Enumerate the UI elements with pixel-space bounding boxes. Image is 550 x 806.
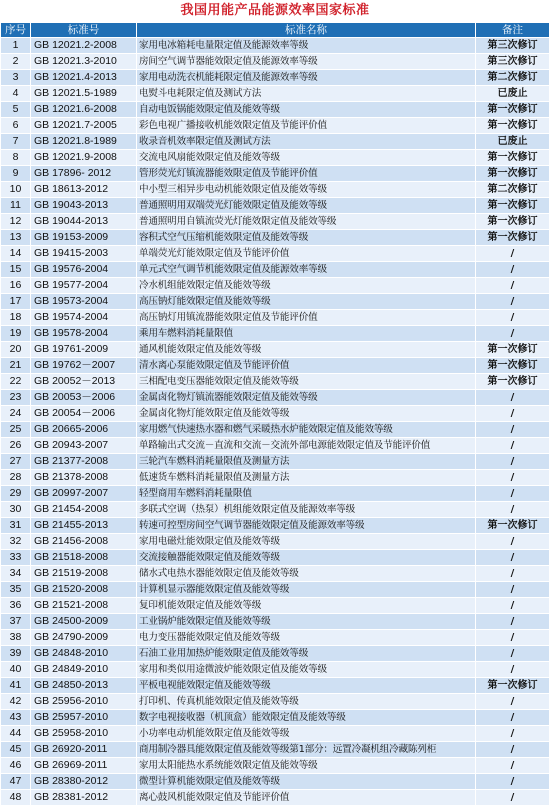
table-row xyxy=(1,150,550,166)
row-seq-cell: 45 xyxy=(1,742,31,758)
row-name-cell: 收录音机效率限定值及测试方法 xyxy=(137,134,476,150)
row-name-cell: 家用电冰箱耗电量限定值及能源效率等级 xyxy=(137,38,476,54)
table-row xyxy=(1,326,550,342)
row-seq-cell: 40 xyxy=(1,662,31,678)
row-seq-cell: 5 xyxy=(1,102,31,118)
table-row xyxy=(1,470,550,486)
row-code-cell: GB 18613-2012 xyxy=(31,182,137,198)
row-code-cell: GB 26969-2011 xyxy=(31,758,137,774)
row-seq-cell: 9 xyxy=(1,166,31,182)
row-seq-cell: 16 xyxy=(1,278,31,294)
row-name-cell: 房间空气调节器能效限定值及能源效率等级 xyxy=(137,54,476,70)
table-row xyxy=(1,86,550,102)
row-name-cell: 普通照明用双端荧光灯能效限定值及能效等级 xyxy=(137,198,476,214)
row-seq-cell: 14 xyxy=(1,246,31,262)
row-seq-cell: 33 xyxy=(1,550,31,566)
row-name-cell: 计算机显示器能效限定值及能效等级 xyxy=(137,582,476,598)
row-code-cell: GB 20054－2006 xyxy=(31,406,137,422)
row-seq-cell: 1 xyxy=(1,38,31,54)
row-note-cell: / xyxy=(476,758,550,774)
table-row xyxy=(1,678,550,694)
row-name-cell: 转速可控型房间空气调节器能效限定值及能源效率等级 xyxy=(137,518,476,534)
table-row xyxy=(1,118,550,134)
table-row xyxy=(1,246,550,262)
row-code-cell: GB 17896- 2012 xyxy=(31,166,137,182)
row-name-cell: 交流电风扇能效限定值及能效等级 xyxy=(137,150,476,166)
row-name-cell: 清水离心泵能效限定值及节能评价值 xyxy=(137,358,476,374)
row-name-cell: 离心鼓风机能效限定值及节能评价值 xyxy=(137,790,476,806)
row-seq-cell: 11 xyxy=(1,198,31,214)
row-seq-cell: 36 xyxy=(1,598,31,614)
row-note-cell: 第一次修订 xyxy=(476,230,550,246)
row-note-cell: / xyxy=(476,598,550,614)
row-code-cell: GB 19415-2003 xyxy=(31,246,137,262)
table-row xyxy=(1,358,550,374)
table-row xyxy=(1,518,550,534)
row-code-cell: GB 24500-2009 xyxy=(31,614,137,630)
row-code-cell: GB 21521-2008 xyxy=(31,598,137,614)
row-seq-cell: 39 xyxy=(1,646,31,662)
table-row xyxy=(1,70,550,86)
row-note-cell: / xyxy=(476,422,550,438)
table-row xyxy=(1,742,550,758)
row-note-cell: 第一次修订 xyxy=(476,198,550,214)
row-note-cell: / xyxy=(476,326,550,342)
row-code-cell: GB 19573-2004 xyxy=(31,294,137,310)
row-note-cell: 第三次修订 xyxy=(476,54,550,70)
row-code-cell: GB 21377-2008 xyxy=(31,454,137,470)
row-note-cell: / xyxy=(476,582,550,598)
row-seq-cell: 2 xyxy=(1,54,31,70)
table-row xyxy=(1,182,550,198)
row-code-cell: GB 21518-2008 xyxy=(31,550,137,566)
row-seq-cell: 25 xyxy=(1,422,31,438)
table-row xyxy=(1,774,550,790)
table-row xyxy=(1,502,550,518)
row-note-cell: 已废止 xyxy=(476,86,550,102)
row-seq-cell: 17 xyxy=(1,294,31,310)
row-name-cell: 轻型商用车燃料消耗量限值 xyxy=(137,486,476,502)
row-seq-cell: 23 xyxy=(1,390,31,406)
row-note-cell: / xyxy=(476,502,550,518)
row-code-cell: GB 24849-2010 xyxy=(31,662,137,678)
row-note-cell: / xyxy=(476,790,550,806)
row-code-cell: GB 28380-2012 xyxy=(31,774,137,790)
row-code-cell: GB 20053－2006 xyxy=(31,390,137,406)
row-code-cell: GB 12021.3-2010 xyxy=(31,54,137,70)
row-code-cell: GB 26920-2011 xyxy=(31,742,137,758)
row-code-cell: GB 19044-2013 xyxy=(31,214,137,230)
row-name-cell: 石油工业用加热炉能效限定值及能效等级 xyxy=(137,646,476,662)
table-row xyxy=(1,310,550,326)
row-code-cell: GB 20665-2006 xyxy=(31,422,137,438)
row-seq-cell: 30 xyxy=(1,502,31,518)
row-seq-cell: 32 xyxy=(1,534,31,550)
table-row xyxy=(1,38,550,54)
row-seq-cell: 18 xyxy=(1,310,31,326)
row-seq-cell: 34 xyxy=(1,566,31,582)
row-code-cell: GB 21454-2008 xyxy=(31,502,137,518)
row-note-cell: 第一次修订 xyxy=(476,166,550,182)
table-row xyxy=(1,406,550,422)
table-row xyxy=(1,758,550,774)
row-name-cell: 小功率电动机能效限定值及能效等级 xyxy=(137,726,476,742)
row-name-cell: 电熨斗电耗限定值及测试方法 xyxy=(137,86,476,102)
row-name-cell: 家用电动洗衣机能耗限定值及能源效率等级 xyxy=(137,70,476,86)
row-seq-cell: 43 xyxy=(1,710,31,726)
table-row xyxy=(1,422,550,438)
row-name-cell: 储水式电热水器能效限定值及能效等级 xyxy=(137,566,476,582)
row-name-cell: 微型计算机能效限定值及能效等级 xyxy=(137,774,476,790)
row-note-cell: / xyxy=(476,278,550,294)
row-note-cell: / xyxy=(476,486,550,502)
row-seq-cell: 24 xyxy=(1,406,31,422)
row-seq-cell: 4 xyxy=(1,86,31,102)
row-note-cell: / xyxy=(476,646,550,662)
table-row xyxy=(1,710,550,726)
row-note-cell: / xyxy=(476,438,550,454)
row-note-cell: / xyxy=(476,390,550,406)
row-note-cell: / xyxy=(476,774,550,790)
row-note-cell: 第一次修订 xyxy=(476,150,550,166)
row-seq-cell: 47 xyxy=(1,774,31,790)
row-name-cell: 单路输出式交流－直流和交流－交流外部电源能效限定值及节能评价值 xyxy=(137,438,476,454)
row-note-cell: / xyxy=(476,710,550,726)
row-name-cell: 复印机能效限定值及能效等级 xyxy=(137,598,476,614)
row-note-cell: 第一次修订 xyxy=(476,518,550,534)
row-name-cell: 家用太阳能热水系统能效限定值及能效等级 xyxy=(137,758,476,774)
row-code-cell: GB 12021.8-1989 xyxy=(31,134,137,150)
row-name-cell: 平板电视能效限定值及能效等级 xyxy=(137,678,476,694)
table-row xyxy=(1,694,550,710)
row-name-cell: 乘用车燃料消耗量限值 xyxy=(137,326,476,342)
row-code-cell: GB 25956-2010 xyxy=(31,694,137,710)
row-seq-cell: 13 xyxy=(1,230,31,246)
row-note-cell: 第二次修订 xyxy=(476,70,550,86)
table-row xyxy=(1,550,550,566)
row-seq-cell: 46 xyxy=(1,758,31,774)
table-row xyxy=(1,278,550,294)
row-name-cell: 容积式空气压缩机能效限定值及能效等级 xyxy=(137,230,476,246)
table-row xyxy=(1,374,550,390)
row-code-cell: GB 19576-2004 xyxy=(31,262,137,278)
row-code-cell: GB 12021.4-2013 xyxy=(31,70,137,86)
row-note-cell: / xyxy=(476,470,550,486)
row-seq-cell: 8 xyxy=(1,150,31,166)
table-row xyxy=(1,390,550,406)
table-header-row xyxy=(1,23,550,38)
row-name-cell: 中小型三相异步电动机能效限定值及能效等级 xyxy=(137,182,476,198)
header-seq: 序号 xyxy=(1,23,31,38)
row-seq-cell: 44 xyxy=(1,726,31,742)
row-note-cell: / xyxy=(476,566,550,582)
row-name-cell: 高压钠灯用镇流器能效限定值及节能评价值 xyxy=(137,310,476,326)
row-code-cell: GB 21456-2008 xyxy=(31,534,137,550)
table-body xyxy=(1,38,550,806)
row-name-cell: 电力变压器能效限定值及能效等级 xyxy=(137,630,476,646)
row-seq-cell: 29 xyxy=(1,486,31,502)
row-code-cell: GB 21520-2008 xyxy=(31,582,137,598)
row-note-cell: / xyxy=(476,662,550,678)
table-row xyxy=(1,342,550,358)
table-row xyxy=(1,646,550,662)
row-code-cell: GB 19761-2009 xyxy=(31,342,137,358)
row-note-cell: 第一次修订 xyxy=(476,358,550,374)
table-row xyxy=(1,598,550,614)
row-name-cell: 普通照明用自镇流荧光灯能效限定值及能效等级 xyxy=(137,214,476,230)
table-row xyxy=(1,614,550,630)
row-seq-cell: 10 xyxy=(1,182,31,198)
row-code-cell: GB 25958-2010 xyxy=(31,726,137,742)
row-seq-cell: 27 xyxy=(1,454,31,470)
row-name-cell: 商用制冷器具能效限定值及能效等级第1部分：远置冷凝机组冷藏陈列柜 xyxy=(137,742,476,758)
row-seq-cell: 48 xyxy=(1,790,31,806)
row-note-cell: / xyxy=(476,630,550,646)
standards-table xyxy=(0,22,550,806)
row-note-cell: / xyxy=(476,534,550,550)
row-code-cell: GB 12021.2-2008 xyxy=(31,38,137,54)
row-seq-cell: 6 xyxy=(1,118,31,134)
row-name-cell: 工业锅炉能效限定值及能效等级 xyxy=(137,614,476,630)
row-seq-cell: 26 xyxy=(1,438,31,454)
row-name-cell: 高压钠灯能效限定值及能效等级 xyxy=(137,294,476,310)
row-code-cell: GB 24850-2013 xyxy=(31,678,137,694)
row-note-cell: 第二次修订 xyxy=(476,182,550,198)
row-name-cell: 冷水机组能效限定值及能效等级 xyxy=(137,278,476,294)
row-seq-cell: 31 xyxy=(1,518,31,534)
row-name-cell: 打印机、传真机能效限定值及能效等级 xyxy=(137,694,476,710)
row-name-cell: 家用燃气快速热水器和燃气采暖热水炉能效限定值及能效等级 xyxy=(137,422,476,438)
page-title: 我国用能产品能源效率国家标准 xyxy=(180,3,370,18)
row-code-cell: GB 25957-2010 xyxy=(31,710,137,726)
row-seq-cell: 41 xyxy=(1,678,31,694)
row-seq-cell: 20 xyxy=(1,342,31,358)
table-row xyxy=(1,726,550,742)
table-row xyxy=(1,438,550,454)
row-name-cell: 多联式空调（热泵）机组能效限定值及能源效率等级 xyxy=(137,502,476,518)
row-code-cell: GB 19043-2013 xyxy=(31,198,137,214)
row-name-cell: 单元式空气调节机能效限定值及能源效率等级 xyxy=(137,262,476,278)
row-seq-cell: 35 xyxy=(1,582,31,598)
header-note: 备注 xyxy=(476,23,550,38)
row-code-cell: GB 12021.9-2008 xyxy=(31,150,137,166)
header-name: 标准名称 xyxy=(137,23,476,38)
row-code-cell: GB 19577-2004 xyxy=(31,278,137,294)
table-row xyxy=(1,534,550,550)
row-seq-cell: 7 xyxy=(1,134,31,150)
row-code-cell: GB 20943-2007 xyxy=(31,438,137,454)
table-row xyxy=(1,166,550,182)
row-note-cell: 第一次修订 xyxy=(476,118,550,134)
table-row xyxy=(1,134,550,150)
row-note-cell: / xyxy=(476,262,550,278)
row-note-cell: 第一次修订 xyxy=(476,214,550,230)
row-note-cell: 第一次修订 xyxy=(476,374,550,390)
row-note-cell: / xyxy=(476,294,550,310)
row-code-cell: GB 20052－2013 xyxy=(31,374,137,390)
row-code-cell: GB 19578-2004 xyxy=(31,326,137,342)
row-seq-cell: 21 xyxy=(1,358,31,374)
table-row xyxy=(1,102,550,118)
row-name-cell: 通风机能效限定值及能效等级 xyxy=(137,342,476,358)
row-code-cell: GB 12021.6-2008 xyxy=(31,102,137,118)
row-name-cell: 低速货车燃料消耗量限值及测量方法 xyxy=(137,470,476,486)
row-code-cell: GB 19762－2007 xyxy=(31,358,137,374)
row-code-cell: GB 28381-2012 xyxy=(31,790,137,806)
row-seq-cell: 37 xyxy=(1,614,31,630)
row-note-cell: / xyxy=(476,742,550,758)
row-name-cell: 三轮汽车燃料消耗量限值及测量方法 xyxy=(137,454,476,470)
row-name-cell: 金属卤化物灯能效限定值及能效等级 xyxy=(137,406,476,422)
row-note-cell: / xyxy=(476,246,550,262)
row-name-cell: 数字电视接收器（机顶盒）能效限定值及能效等级 xyxy=(137,710,476,726)
row-code-cell: GB 20997-2007 xyxy=(31,486,137,502)
table-row xyxy=(1,630,550,646)
row-name-cell: 交流接触器能效限定值及能效等级 xyxy=(137,550,476,566)
row-name-cell: 自动电饭锅能效限定值及能效等级 xyxy=(137,102,476,118)
row-code-cell: GB 19153-2009 xyxy=(31,230,137,246)
table-row xyxy=(1,262,550,278)
row-note-cell: / xyxy=(476,694,550,710)
row-seq-cell: 3 xyxy=(1,70,31,86)
table-row xyxy=(1,214,550,230)
row-name-cell: 金属卤化物灯镇流器能效限定值及能效等级 xyxy=(137,390,476,406)
table-row xyxy=(1,790,550,806)
row-code-cell: GB 24790-2009 xyxy=(31,630,137,646)
row-note-cell: / xyxy=(476,406,550,422)
row-note-cell: / xyxy=(476,310,550,326)
row-note-cell: 第一次修订 xyxy=(476,342,550,358)
row-seq-cell: 22 xyxy=(1,374,31,390)
row-name-cell: 管形荧光灯镇流器能效限定值及节能评价值 xyxy=(137,166,476,182)
row-code-cell: GB 12021.5-1989 xyxy=(31,86,137,102)
table-row xyxy=(1,486,550,502)
row-code-cell: GB 19574-2004 xyxy=(31,310,137,326)
row-code-cell: GB 21455-2013 xyxy=(31,518,137,534)
row-seq-cell: 42 xyxy=(1,694,31,710)
table-row xyxy=(1,294,550,310)
table-row xyxy=(1,198,550,214)
table-row xyxy=(1,230,550,246)
row-note-cell: 已废止 xyxy=(476,134,550,150)
row-code-cell: GB 24848-2010 xyxy=(31,646,137,662)
row-seq-cell: 19 xyxy=(1,326,31,342)
header-code: 标准号 xyxy=(31,23,137,38)
row-note-cell: / xyxy=(476,454,550,470)
row-name-cell: 彩色电视广播接收机能效限定值及节能评价值 xyxy=(137,118,476,134)
row-seq-cell: 15 xyxy=(1,262,31,278)
row-seq-cell: 12 xyxy=(1,214,31,230)
row-name-cell: 家用电磁灶能效限定值及能效等级 xyxy=(137,534,476,550)
table-row xyxy=(1,582,550,598)
row-note-cell: 第一次修订 xyxy=(476,678,550,694)
row-note-cell: / xyxy=(476,726,550,742)
row-name-cell: 单端荧光灯能效限定值及节能评价值 xyxy=(137,246,476,262)
row-name-cell: 家用和类似用途微波炉能效限定值及能效等级 xyxy=(137,662,476,678)
row-code-cell: GB 21378-2008 xyxy=(31,470,137,486)
row-note-cell: / xyxy=(476,550,550,566)
table-row xyxy=(1,454,550,470)
row-note-cell: 第三次修订 xyxy=(476,38,550,54)
row-code-cell: GB 12021.7-2005 xyxy=(31,118,137,134)
row-note-cell: / xyxy=(476,614,550,630)
table-row xyxy=(1,54,550,70)
table-row xyxy=(1,566,550,582)
row-seq-cell: 38 xyxy=(1,630,31,646)
row-name-cell: 三相配电变压器能效限定值及能效等级 xyxy=(137,374,476,390)
row-code-cell: GB 21519-2008 xyxy=(31,566,137,582)
row-seq-cell: 28 xyxy=(1,470,31,486)
table-row xyxy=(1,662,550,678)
row-note-cell: 第一次修订 xyxy=(476,102,550,118)
